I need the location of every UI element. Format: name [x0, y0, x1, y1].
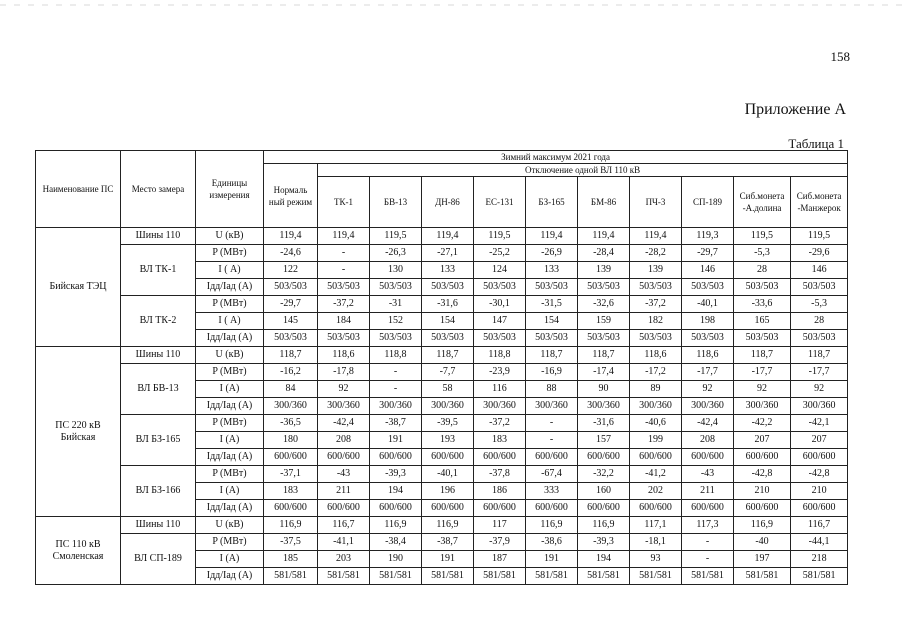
value-cell: 119,5: [370, 228, 422, 245]
value-cell: -31,6: [422, 296, 474, 313]
value-cell: -29,7: [682, 245, 734, 262]
value-cell: 300/360: [791, 398, 848, 415]
value-cell: 118,7: [734, 347, 791, 364]
unit-cell: I (А): [196, 483, 264, 500]
value-cell: 300/360: [734, 398, 791, 415]
value-cell: 84: [264, 381, 318, 398]
value-cell: 503/503: [264, 279, 318, 296]
value-cell: 185: [264, 551, 318, 568]
table-body: [36, 228, 848, 585]
value-cell: 503/503: [526, 330, 578, 347]
table-row: [36, 245, 848, 262]
location-name: ВЛ БЗ-166: [121, 466, 196, 517]
value-cell: 187: [474, 551, 526, 568]
value-cell: 503/503: [630, 279, 682, 296]
value-cell: 184: [318, 313, 370, 330]
value-cell: 183: [264, 483, 318, 500]
unit-cell: Iдд/Iад (А): [196, 449, 264, 466]
value-cell: 600/600: [318, 449, 370, 466]
value-cell: 124: [474, 262, 526, 279]
value-cell: 503/503: [682, 330, 734, 347]
value-cell: -17,4: [578, 364, 630, 381]
value-cell: -: [370, 381, 422, 398]
value-cell: -37,5: [264, 534, 318, 551]
value-cell: -29,7: [264, 296, 318, 313]
value-cell: 182: [630, 313, 682, 330]
value-cell: 116,9: [264, 517, 318, 534]
value-cell: -17,2: [630, 364, 682, 381]
value-cell: 600/600: [791, 449, 848, 466]
substation-name: Бийская ТЭЦ: [36, 228, 121, 347]
value-cell: 600/600: [422, 500, 474, 517]
value-cell: -44,1: [791, 534, 848, 551]
value-cell: -17,8: [318, 364, 370, 381]
value-cell: -40: [734, 534, 791, 551]
value-cell: 333: [526, 483, 578, 500]
value-cell: 118,6: [318, 347, 370, 364]
value-cell: 92: [318, 381, 370, 398]
value-cell: -42,4: [318, 415, 370, 432]
header-outage: БЗ-165: [526, 177, 578, 228]
value-cell: 503/503: [474, 279, 526, 296]
value-cell: -18,1: [630, 534, 682, 551]
value-cell: 503/503: [370, 279, 422, 296]
value-cell: -31,6: [578, 415, 630, 432]
value-cell: 92: [791, 381, 848, 398]
unit-cell: Iдд/Iад (А): [196, 568, 264, 585]
value-cell: 193: [422, 432, 474, 449]
location-name: ВЛ СП-189: [121, 534, 196, 585]
value-cell: 600/600: [630, 449, 682, 466]
value-cell: 503/503: [791, 279, 848, 296]
value-cell: -: [370, 364, 422, 381]
value-cell: 581/581: [474, 568, 526, 585]
value-cell: 92: [734, 381, 791, 398]
value-cell: 503/503: [734, 330, 791, 347]
value-cell: 581/581: [318, 568, 370, 585]
value-cell: -: [526, 415, 578, 432]
value-cell: 503/503: [422, 279, 474, 296]
value-cell: -: [682, 534, 734, 551]
value-cell: 116,7: [791, 517, 848, 534]
value-cell: 300/360: [630, 398, 682, 415]
scan-artifact: [0, 4, 905, 6]
value-cell: 118,7: [578, 347, 630, 364]
value-cell: 600/600: [578, 449, 630, 466]
table-row: [36, 347, 848, 364]
value-cell: -37,1: [264, 466, 318, 483]
value-cell: 157: [578, 432, 630, 449]
value-cell: -42,8: [734, 466, 791, 483]
unit-cell: I ( А): [196, 262, 264, 279]
value-cell: -: [318, 245, 370, 262]
value-cell: -40,6: [630, 415, 682, 432]
value-cell: 300/360: [264, 398, 318, 415]
value-cell: 133: [526, 262, 578, 279]
table-row: [36, 296, 848, 313]
value-cell: 600/600: [370, 500, 422, 517]
value-cell: 119,4: [264, 228, 318, 245]
value-cell: 202: [630, 483, 682, 500]
value-cell: -5,3: [734, 245, 791, 262]
value-cell: -30,1: [474, 296, 526, 313]
header-location: Место замера: [121, 151, 196, 228]
value-cell: -17,7: [734, 364, 791, 381]
value-cell: -36,5: [264, 415, 318, 432]
value-cell: 300/360: [474, 398, 526, 415]
value-cell: -41,2: [630, 466, 682, 483]
value-cell: 116,9: [370, 517, 422, 534]
value-cell: 89: [630, 381, 682, 398]
value-cell: -39,5: [422, 415, 474, 432]
value-cell: -28,2: [630, 245, 682, 262]
table-row: [36, 364, 848, 381]
unit-cell: Iдд/Iад (А): [196, 398, 264, 415]
value-cell: 600/600: [422, 449, 474, 466]
value-cell: -32,2: [578, 466, 630, 483]
value-cell: 117,3: [682, 517, 734, 534]
header-outage: БВ-13: [370, 177, 422, 228]
value-cell: 300/360: [370, 398, 422, 415]
value-cell: -40,1: [422, 466, 474, 483]
value-cell: 58: [422, 381, 474, 398]
location-name: ВЛ БЗ-165: [121, 415, 196, 466]
value-cell: 199: [630, 432, 682, 449]
value-cell: 198: [682, 313, 734, 330]
unit-cell: I ( А): [196, 313, 264, 330]
value-cell: 503/503: [318, 279, 370, 296]
value-cell: 600/600: [526, 449, 578, 466]
value-cell: 503/503: [422, 330, 474, 347]
value-cell: 600/600: [474, 500, 526, 517]
unit-cell: Iдд/Iад (А): [196, 330, 264, 347]
value-cell: 119,4: [318, 228, 370, 245]
value-cell: -26,3: [370, 245, 422, 262]
value-cell: 116,9: [422, 517, 474, 534]
value-cell: -40,1: [682, 296, 734, 313]
value-cell: 190: [370, 551, 422, 568]
unit-cell: P (МВт): [196, 534, 264, 551]
value-cell: -17,7: [682, 364, 734, 381]
value-cell: -24,6: [264, 245, 318, 262]
value-cell: 581/581: [422, 568, 474, 585]
value-cell: 581/581: [264, 568, 318, 585]
value-cell: 154: [526, 313, 578, 330]
value-cell: -38,4: [370, 534, 422, 551]
value-cell: 139: [578, 262, 630, 279]
value-cell: 600/600: [734, 500, 791, 517]
value-cell: 180: [264, 432, 318, 449]
value-cell: 300/360: [682, 398, 734, 415]
value-cell: 133: [422, 262, 474, 279]
value-cell: 503/503: [734, 279, 791, 296]
value-cell: 503/503: [370, 330, 422, 347]
value-cell: 600/600: [791, 500, 848, 517]
value-cell: 600/600: [264, 500, 318, 517]
value-cell: 194: [578, 551, 630, 568]
value-cell: 119,5: [734, 228, 791, 245]
value-cell: -5,3: [791, 296, 848, 313]
value-cell: 600/600: [682, 500, 734, 517]
value-cell: -31,5: [526, 296, 578, 313]
value-cell: 503/503: [578, 330, 630, 347]
value-cell: -26,9: [526, 245, 578, 262]
value-cell: 139: [630, 262, 682, 279]
value-cell: -: [526, 432, 578, 449]
value-cell: -37,2: [318, 296, 370, 313]
unit-cell: Iдд/Iад (А): [196, 500, 264, 517]
value-cell: 600/600: [734, 449, 791, 466]
header-outage: ДН-86: [422, 177, 474, 228]
value-cell: 300/360: [526, 398, 578, 415]
table-row: [36, 228, 848, 245]
value-cell: 194: [370, 483, 422, 500]
value-cell: -67,4: [526, 466, 578, 483]
header-outage: ЕС-131: [474, 177, 526, 228]
value-cell: 28: [734, 262, 791, 279]
value-cell: 118,7: [422, 347, 474, 364]
unit-cell: P (МВт): [196, 296, 264, 313]
value-cell: 119,4: [526, 228, 578, 245]
value-cell: 191: [422, 551, 474, 568]
value-cell: -25,2: [474, 245, 526, 262]
value-cell: 581/581: [526, 568, 578, 585]
value-cell: -38,7: [370, 415, 422, 432]
location-name: ВЛ ТК-1: [121, 245, 196, 296]
header-outage: Сиб.монета -Манжерок: [791, 177, 848, 228]
value-cell: 581/581: [791, 568, 848, 585]
value-cell: 119,5: [791, 228, 848, 245]
value-cell: 503/503: [578, 279, 630, 296]
appendix-title: Приложение А: [744, 101, 846, 118]
value-cell: 160: [578, 483, 630, 500]
header-outage: Сиб.монета -А.долина: [734, 177, 791, 228]
value-cell: 116,9: [578, 517, 630, 534]
value-cell: 208: [682, 432, 734, 449]
table-label: Таблица 1: [788, 136, 844, 151]
value-cell: -42,8: [791, 466, 848, 483]
location-name: Шины 110: [121, 347, 196, 364]
location-name: Шины 110: [121, 228, 196, 245]
value-cell: 118,7: [791, 347, 848, 364]
value-cell: -16,9: [526, 364, 578, 381]
value-cell: 118,8: [474, 347, 526, 364]
location-name: Шины 110: [121, 517, 196, 534]
value-cell: -43: [318, 466, 370, 483]
value-cell: 118,7: [264, 347, 318, 364]
value-cell: 116,7: [318, 517, 370, 534]
value-cell: 503/503: [791, 330, 848, 347]
value-cell: 581/581: [370, 568, 422, 585]
value-cell: 116,9: [526, 517, 578, 534]
header-outage: СП-189: [682, 177, 734, 228]
value-cell: 197: [734, 551, 791, 568]
value-cell: 600/600: [370, 449, 422, 466]
value-cell: 90: [578, 381, 630, 398]
value-cell: 130: [370, 262, 422, 279]
value-cell: 183: [474, 432, 526, 449]
unit-cell: Iдд/Iад (А): [196, 279, 264, 296]
value-cell: 147: [474, 313, 526, 330]
value-cell: 145: [264, 313, 318, 330]
header-outage: ПЧ-3: [630, 177, 682, 228]
value-cell: 118,8: [370, 347, 422, 364]
value-cell: -37,8: [474, 466, 526, 483]
value-cell: 503/503: [474, 330, 526, 347]
value-cell: -29,6: [791, 245, 848, 262]
value-cell: 581/581: [630, 568, 682, 585]
value-cell: 116,9: [734, 517, 791, 534]
value-cell: 207: [734, 432, 791, 449]
table-row: [36, 466, 848, 483]
value-cell: -39,3: [370, 466, 422, 483]
value-cell: 154: [422, 313, 474, 330]
value-cell: 210: [791, 483, 848, 500]
unit-cell: P (МВт): [196, 245, 264, 262]
measurement-table: [35, 150, 848, 585]
unit-cell: P (МВт): [196, 415, 264, 432]
value-cell: 88: [526, 381, 578, 398]
value-cell: 600/600: [526, 500, 578, 517]
value-cell: -37,2: [630, 296, 682, 313]
value-cell: 300/360: [578, 398, 630, 415]
value-cell: 28: [791, 313, 848, 330]
value-cell: -38,6: [526, 534, 578, 551]
header-single-outage: Отключение одной ВЛ 110 кВ: [318, 164, 848, 177]
value-cell: 191: [526, 551, 578, 568]
value-cell: 600/600: [578, 500, 630, 517]
value-cell: -41,1: [318, 534, 370, 551]
value-cell: -31: [370, 296, 422, 313]
value-cell: -39,3: [578, 534, 630, 551]
value-cell: 600/600: [264, 449, 318, 466]
value-cell: 207: [791, 432, 848, 449]
value-cell: -38,7: [422, 534, 474, 551]
header-outage: ТК-1: [318, 177, 370, 228]
value-cell: -33,6: [734, 296, 791, 313]
value-cell: -17,7: [791, 364, 848, 381]
unit-cell: U (кВ): [196, 347, 264, 364]
value-cell: -16,2: [264, 364, 318, 381]
value-cell: 503/503: [318, 330, 370, 347]
header-substation: Наименование ПС: [36, 151, 121, 228]
value-cell: 116: [474, 381, 526, 398]
header-units: Единицы измерения: [196, 151, 264, 228]
value-cell: 600/600: [474, 449, 526, 466]
value-cell: 581/581: [734, 568, 791, 585]
value-cell: -43: [682, 466, 734, 483]
value-cell: 600/600: [630, 500, 682, 517]
value-cell: -37,9: [474, 534, 526, 551]
value-cell: 119,4: [422, 228, 474, 245]
value-cell: -42,1: [791, 415, 848, 432]
value-cell: 503/503: [526, 279, 578, 296]
unit-cell: I (А): [196, 381, 264, 398]
value-cell: 146: [791, 262, 848, 279]
value-cell: 92: [682, 381, 734, 398]
unit-cell: P (МВт): [196, 466, 264, 483]
value-cell: -32,6: [578, 296, 630, 313]
value-cell: 159: [578, 313, 630, 330]
value-cell: 503/503: [264, 330, 318, 347]
value-cell: 191: [370, 432, 422, 449]
header-normal-mode: Нормаль ный режим: [264, 164, 318, 228]
value-cell: -23,9: [474, 364, 526, 381]
location-name: ВЛ БВ-13: [121, 364, 196, 415]
value-cell: 600/600: [682, 449, 734, 466]
value-cell: 146: [682, 262, 734, 279]
value-cell: -42,2: [734, 415, 791, 432]
unit-cell: P (МВт): [196, 364, 264, 381]
value-cell: 211: [682, 483, 734, 500]
value-cell: 208: [318, 432, 370, 449]
value-cell: 196: [422, 483, 474, 500]
unit-cell: U (кВ): [196, 517, 264, 534]
value-cell: -27,1: [422, 245, 474, 262]
value-cell: 119,4: [630, 228, 682, 245]
value-cell: 300/360: [318, 398, 370, 415]
value-cell: 581/581: [682, 568, 734, 585]
value-cell: 186: [474, 483, 526, 500]
value-cell: 600/600: [318, 500, 370, 517]
value-cell: 93: [630, 551, 682, 568]
value-cell: -28,4: [578, 245, 630, 262]
unit-cell: U (кВ): [196, 228, 264, 245]
value-cell: -: [682, 551, 734, 568]
table-row: [36, 517, 848, 534]
substation-name: ПС 220 кВ Бийская: [36, 347, 121, 517]
header-outage: БМ-86: [578, 177, 630, 228]
value-cell: 210: [734, 483, 791, 500]
value-cell: 152: [370, 313, 422, 330]
value-cell: 503/503: [630, 330, 682, 347]
value-cell: 165: [734, 313, 791, 330]
value-cell: -: [318, 262, 370, 279]
value-cell: 119,3: [682, 228, 734, 245]
value-cell: 218: [791, 551, 848, 568]
value-cell: 118,6: [682, 347, 734, 364]
table-row: [36, 534, 848, 551]
value-cell: 117,1: [630, 517, 682, 534]
value-cell: 118,7: [526, 347, 578, 364]
value-cell: 203: [318, 551, 370, 568]
location-name: ВЛ ТК-2: [121, 296, 196, 347]
substation-name: ПС 110 кВ Смоленская: [36, 517, 121, 585]
value-cell: 581/581: [578, 568, 630, 585]
header-winter-max: Зимний максимум 2021 года: [264, 151, 848, 164]
value-cell: -7,7: [422, 364, 474, 381]
value-cell: -37,2: [474, 415, 526, 432]
value-cell: 122: [264, 262, 318, 279]
table-row: [36, 415, 848, 432]
value-cell: 503/503: [682, 279, 734, 296]
value-cell: 211: [318, 483, 370, 500]
value-cell: 300/360: [422, 398, 474, 415]
value-cell: 119,5: [474, 228, 526, 245]
page-number: 158: [830, 49, 850, 64]
unit-cell: I (А): [196, 432, 264, 449]
value-cell: -42,4: [682, 415, 734, 432]
value-cell: 118,6: [630, 347, 682, 364]
unit-cell: I (А): [196, 551, 264, 568]
value-cell: 117: [474, 517, 526, 534]
value-cell: 119,4: [578, 228, 630, 245]
